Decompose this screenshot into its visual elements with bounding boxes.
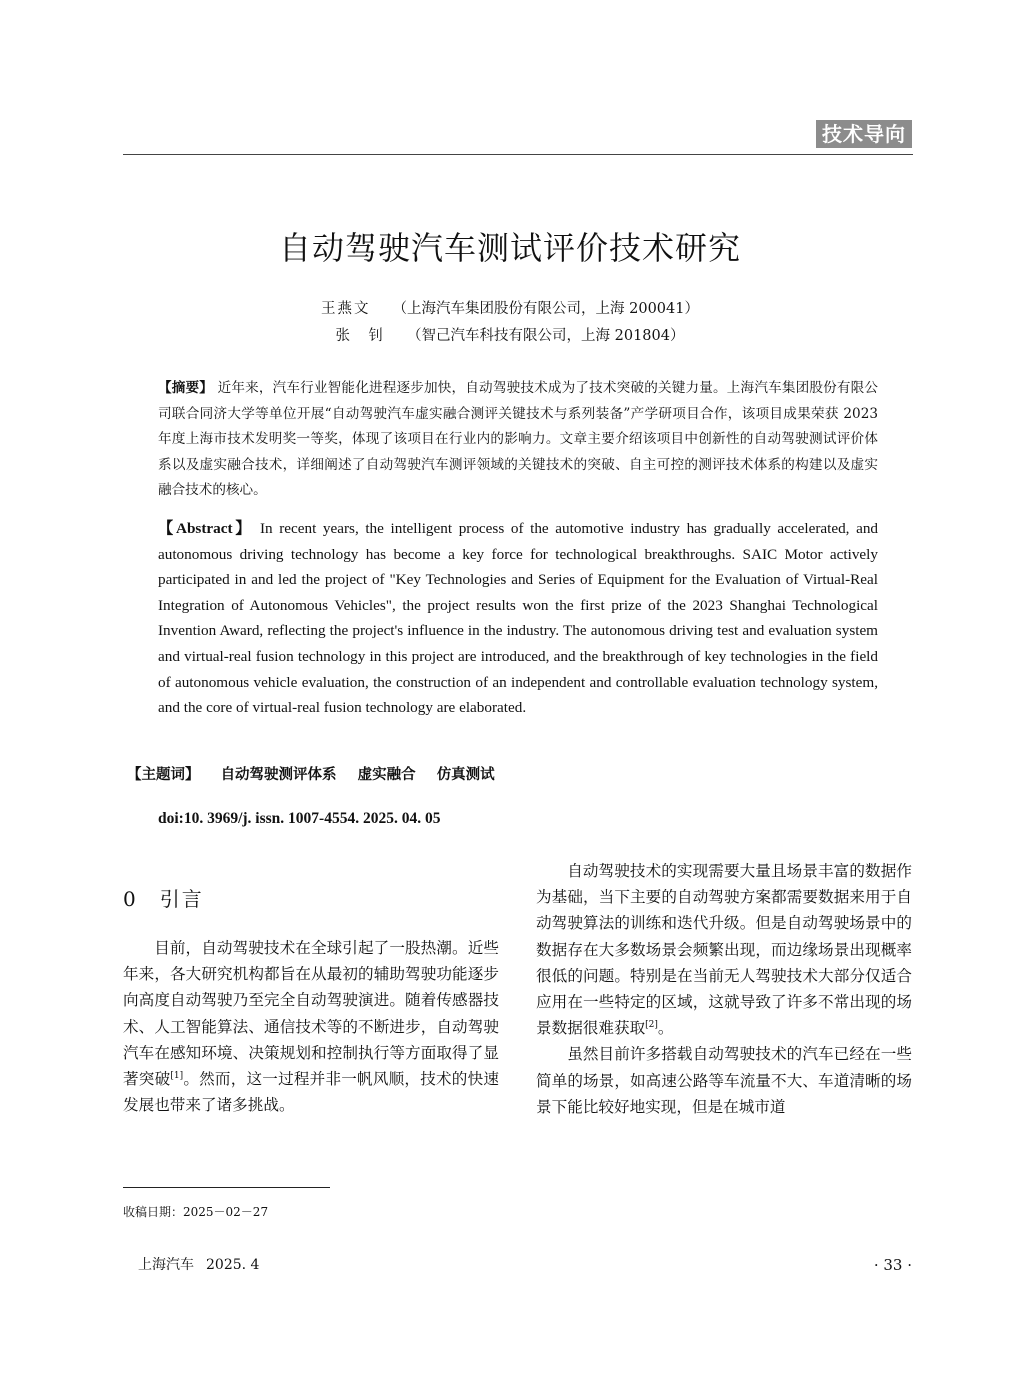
footer-journal	[138, 1254, 259, 1276]
author-line-2	[0, 325, 1020, 347]
abstract-en-label: 【Abstract】	[158, 520, 254, 537]
section-number: 0	[123, 887, 138, 911]
section-heading	[123, 884, 204, 914]
author-affiliation: （智己汽车科技有限公司，上海 201804）	[407, 328, 685, 344]
header-rule	[123, 154, 913, 155]
section-title: 引言	[159, 887, 204, 911]
keyword: 虚实融合	[357, 767, 416, 783]
reference-marker: [1]	[170, 1070, 184, 1081]
journal-name: 上海汽车	[138, 1257, 194, 1273]
keywords	[127, 764, 887, 786]
left-column	[123, 935, 499, 1118]
keyword: 自动驾驶测评体系	[220, 767, 337, 783]
paragraph-text: 。	[657, 1019, 674, 1038]
paragraph	[536, 858, 912, 1041]
abstract-cn-label: 【摘要】	[158, 380, 214, 396]
received-date: 收稿日期：2025－02－27	[123, 1205, 269, 1219]
author-affiliation: （上海汽车集团股份有限公司，上海 200041）	[392, 301, 699, 317]
author-name: 张 钊	[335, 328, 386, 344]
reference-marker: [2]	[645, 1020, 658, 1031]
paragraph-text: 。然而，这一过程并非一帆风顺，技术的快速发展也带来了诸多挑战。	[123, 1070, 499, 1115]
footnote-rule	[123, 1187, 330, 1188]
paragraph-text: 目前，自动驾驶技术在全球引起了一股热潮。近些年来，各大研究机构都旨在从最初的辅助驾驶功能逐步向高度自动驾驶乃至完全自动驾驶演进。随着传感器技术、人工智能算法、通信技术等的不断进步，自动驾驶汽车在感知环境、决策规划和控制执行等方面取得了显著突破	[123, 939, 499, 1089]
keywords-label: 【主题词】	[127, 767, 200, 783]
abstract-cn-text: 近年来，汽车行业智能化进程逐步加快，自动驾驶技术成为了技术突破的关键力量。上海汽车集团股份有限公司联合同济大学等单位开展“自动驾驶汽车虚实融合测评关键技术与系列装备”产学研项目合作，该项目成果荣获 2023 年度上海市技术发明奖一等奖，体现了该项目在行业内的影响力。文章主要介绍该项目中创新性的自动驾驶测试评价体系以及虚实融合技术，详细阐述了自动驾驶汽车测评领域的关键技术的突破、自主可控的测评技术体系的构建以及虚实融合技术的核心。	[158, 380, 879, 499]
abstract-chinese	[158, 376, 878, 504]
author-name: 王燕文	[321, 301, 371, 317]
keyword: 仿真测试	[436, 767, 495, 783]
paragraph	[123, 935, 499, 1118]
paragraph-text: 自动驾驶技术的实现需要大量且场景丰富的数据作为基础，当下主要的自动驾驶方案都需要数据来用于自动驾驶算法的训练和迭代升级。但是自动驾驶场景中的数据存在大多数场景会频繁出现，而边缘场景出现概率很低的问题。特别是在当前无人驾驶技术大部分仅适合应用在一些特定的区域，这就导致了许多不常出现的场景数据很难获取	[536, 862, 912, 1038]
right-column	[536, 858, 912, 1120]
paragraph: 虽然目前许多搭载自动驾驶技术的汽车已经在一些简单的场景，如高速公路等车流量不大、车道清晰的场景下能比较好地实现，但是在城市道	[536, 1045, 912, 1116]
article-title: 自动驾驶汽车测试评价技术研究	[278, 229, 741, 267]
abstract-english	[158, 516, 878, 721]
journal-issue: 2025. 4	[206, 1257, 260, 1273]
page-number: · 33 ·	[873, 1256, 912, 1274]
doi: doi:10. 3969/j. issn. 1007-4554. 2025. 04. 05	[158, 810, 441, 827]
author-line-1	[0, 298, 1020, 320]
abstract-en-text: In recent years, the intelligent process of the automotive industry has gradually accelerated, and autonomous driving technology has become a key force for technological breakthroughs. SAIC Motor actively participated in and led the project of "Key Technologies and Series of Equipment for the Evaluation of Virtual-Real Integration of Autonomous Vehicles", the project results won the first prize of the 2023 Shanghai Technological Invention Award, reflecting the project's influence in the industry. The autonomous driving test and evaluation system and virtual-real fusion technology in this project are introduced, and the breakthrough of key technologies in the field of autonomous vehicle evaluation, the construction of an independent and controllable evaluation technology system, and the core of virtual-real fusion technology are elaborated.	[158, 520, 879, 717]
section-tag: 技术导向	[816, 120, 912, 148]
